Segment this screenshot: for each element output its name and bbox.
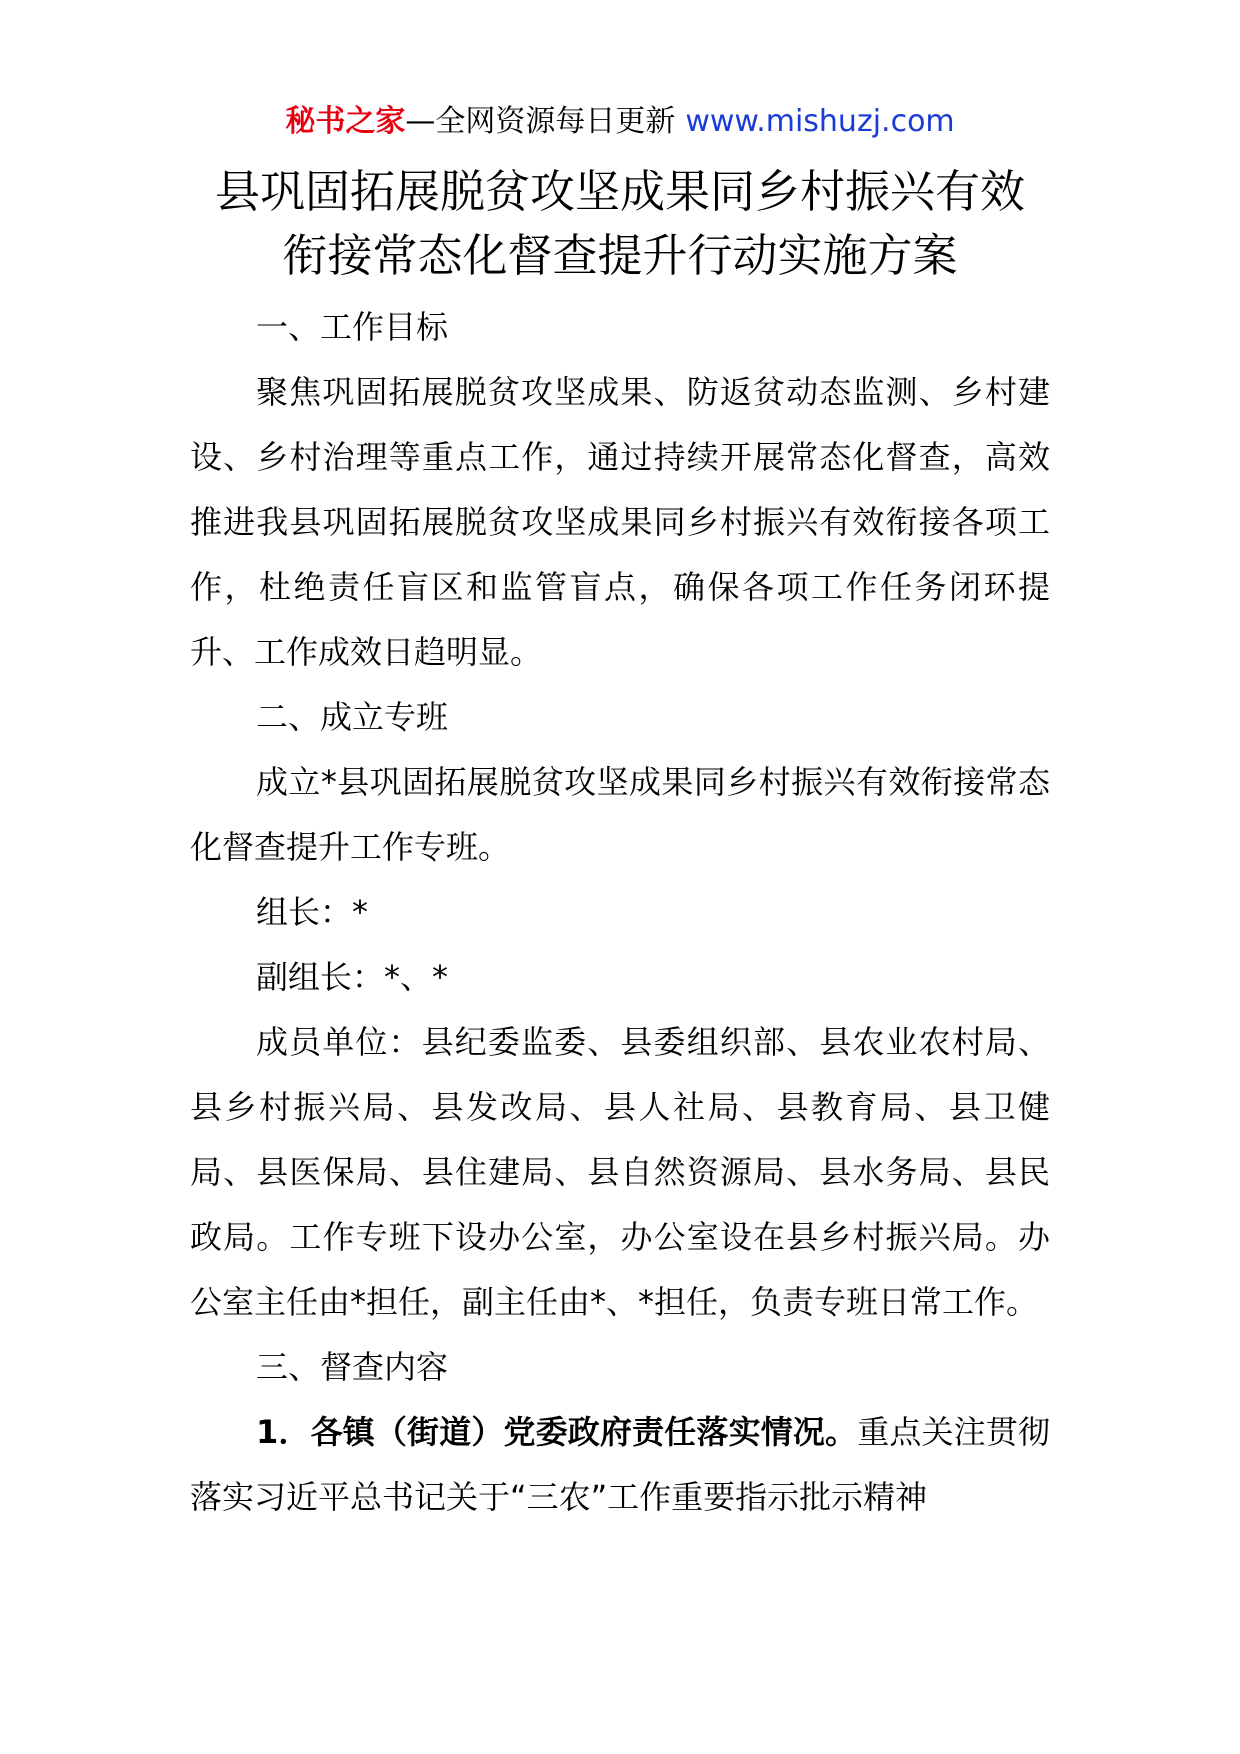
document-body xyxy=(190,295,1050,1530)
section-heading-inspection: 三、督查内容 xyxy=(256,1348,449,1386)
site-url-link[interactable]: www.mishuzj.com xyxy=(685,104,955,139)
section-heading-task-force: 二、成立专班 xyxy=(256,698,449,736)
source-banner xyxy=(0,100,1240,144)
title-line-2: 衔接常态化督查提升行动实施方案 xyxy=(282,229,958,282)
paragraph-member-units: 成员单位：县纪委监委、县委组织部、县农业农村局、县乡村振兴局、县发改局、县人社局、县教育局、县卫健局、县医保局、县住建局、县自然资源局、县水务局、县民政局。工作专班下设办公室，办公室设在县乡村振兴局。办公室主任由*担任，副主任由*、*担任，负责专班日常工作。 xyxy=(190,1023,1050,1321)
brand-name: 秘书之家 xyxy=(285,104,406,139)
section-heading-goals: 一、工作目标 xyxy=(256,308,449,346)
document-title xyxy=(0,160,1240,288)
item-1-lead: 1．各镇（街道）党委政府责任落实情况。 xyxy=(256,1413,858,1451)
item-1-body: 重点关注贯彻落实习近平总书记关于“三农”工作重要指示批示精神 xyxy=(190,1413,1050,1516)
brand-slogan: —全网资源每日更新 xyxy=(405,104,676,139)
paragraph-task-force: 成立*县巩固拓展脱贫攻坚成果同乡村振兴有效衔接常态化督查提升工作专班。 xyxy=(190,763,1050,866)
paragraph-deputy-leader: 副组长：*、* xyxy=(256,958,449,996)
paragraph-inspection-item-1 xyxy=(190,1400,1050,1530)
paragraph-goals: 聚焦巩固拓展脱贫攻坚成果、防返贫动态监测、乡村建设、乡村治理等重点工作，通过持续开展常态化督查，高效推进我县巩固拓展脱贫攻坚成果同乡村振兴有效衔接各项工作，杜绝责任盲区和监管盲点，确保各项工作任务闭环提升、工作成效日趋明显。 xyxy=(190,373,1050,671)
title-line-1: 县巩固拓展脱贫攻坚成果同乡村振兴有效 xyxy=(214,165,1025,218)
paragraph-leader: 组长：* xyxy=(256,893,369,931)
